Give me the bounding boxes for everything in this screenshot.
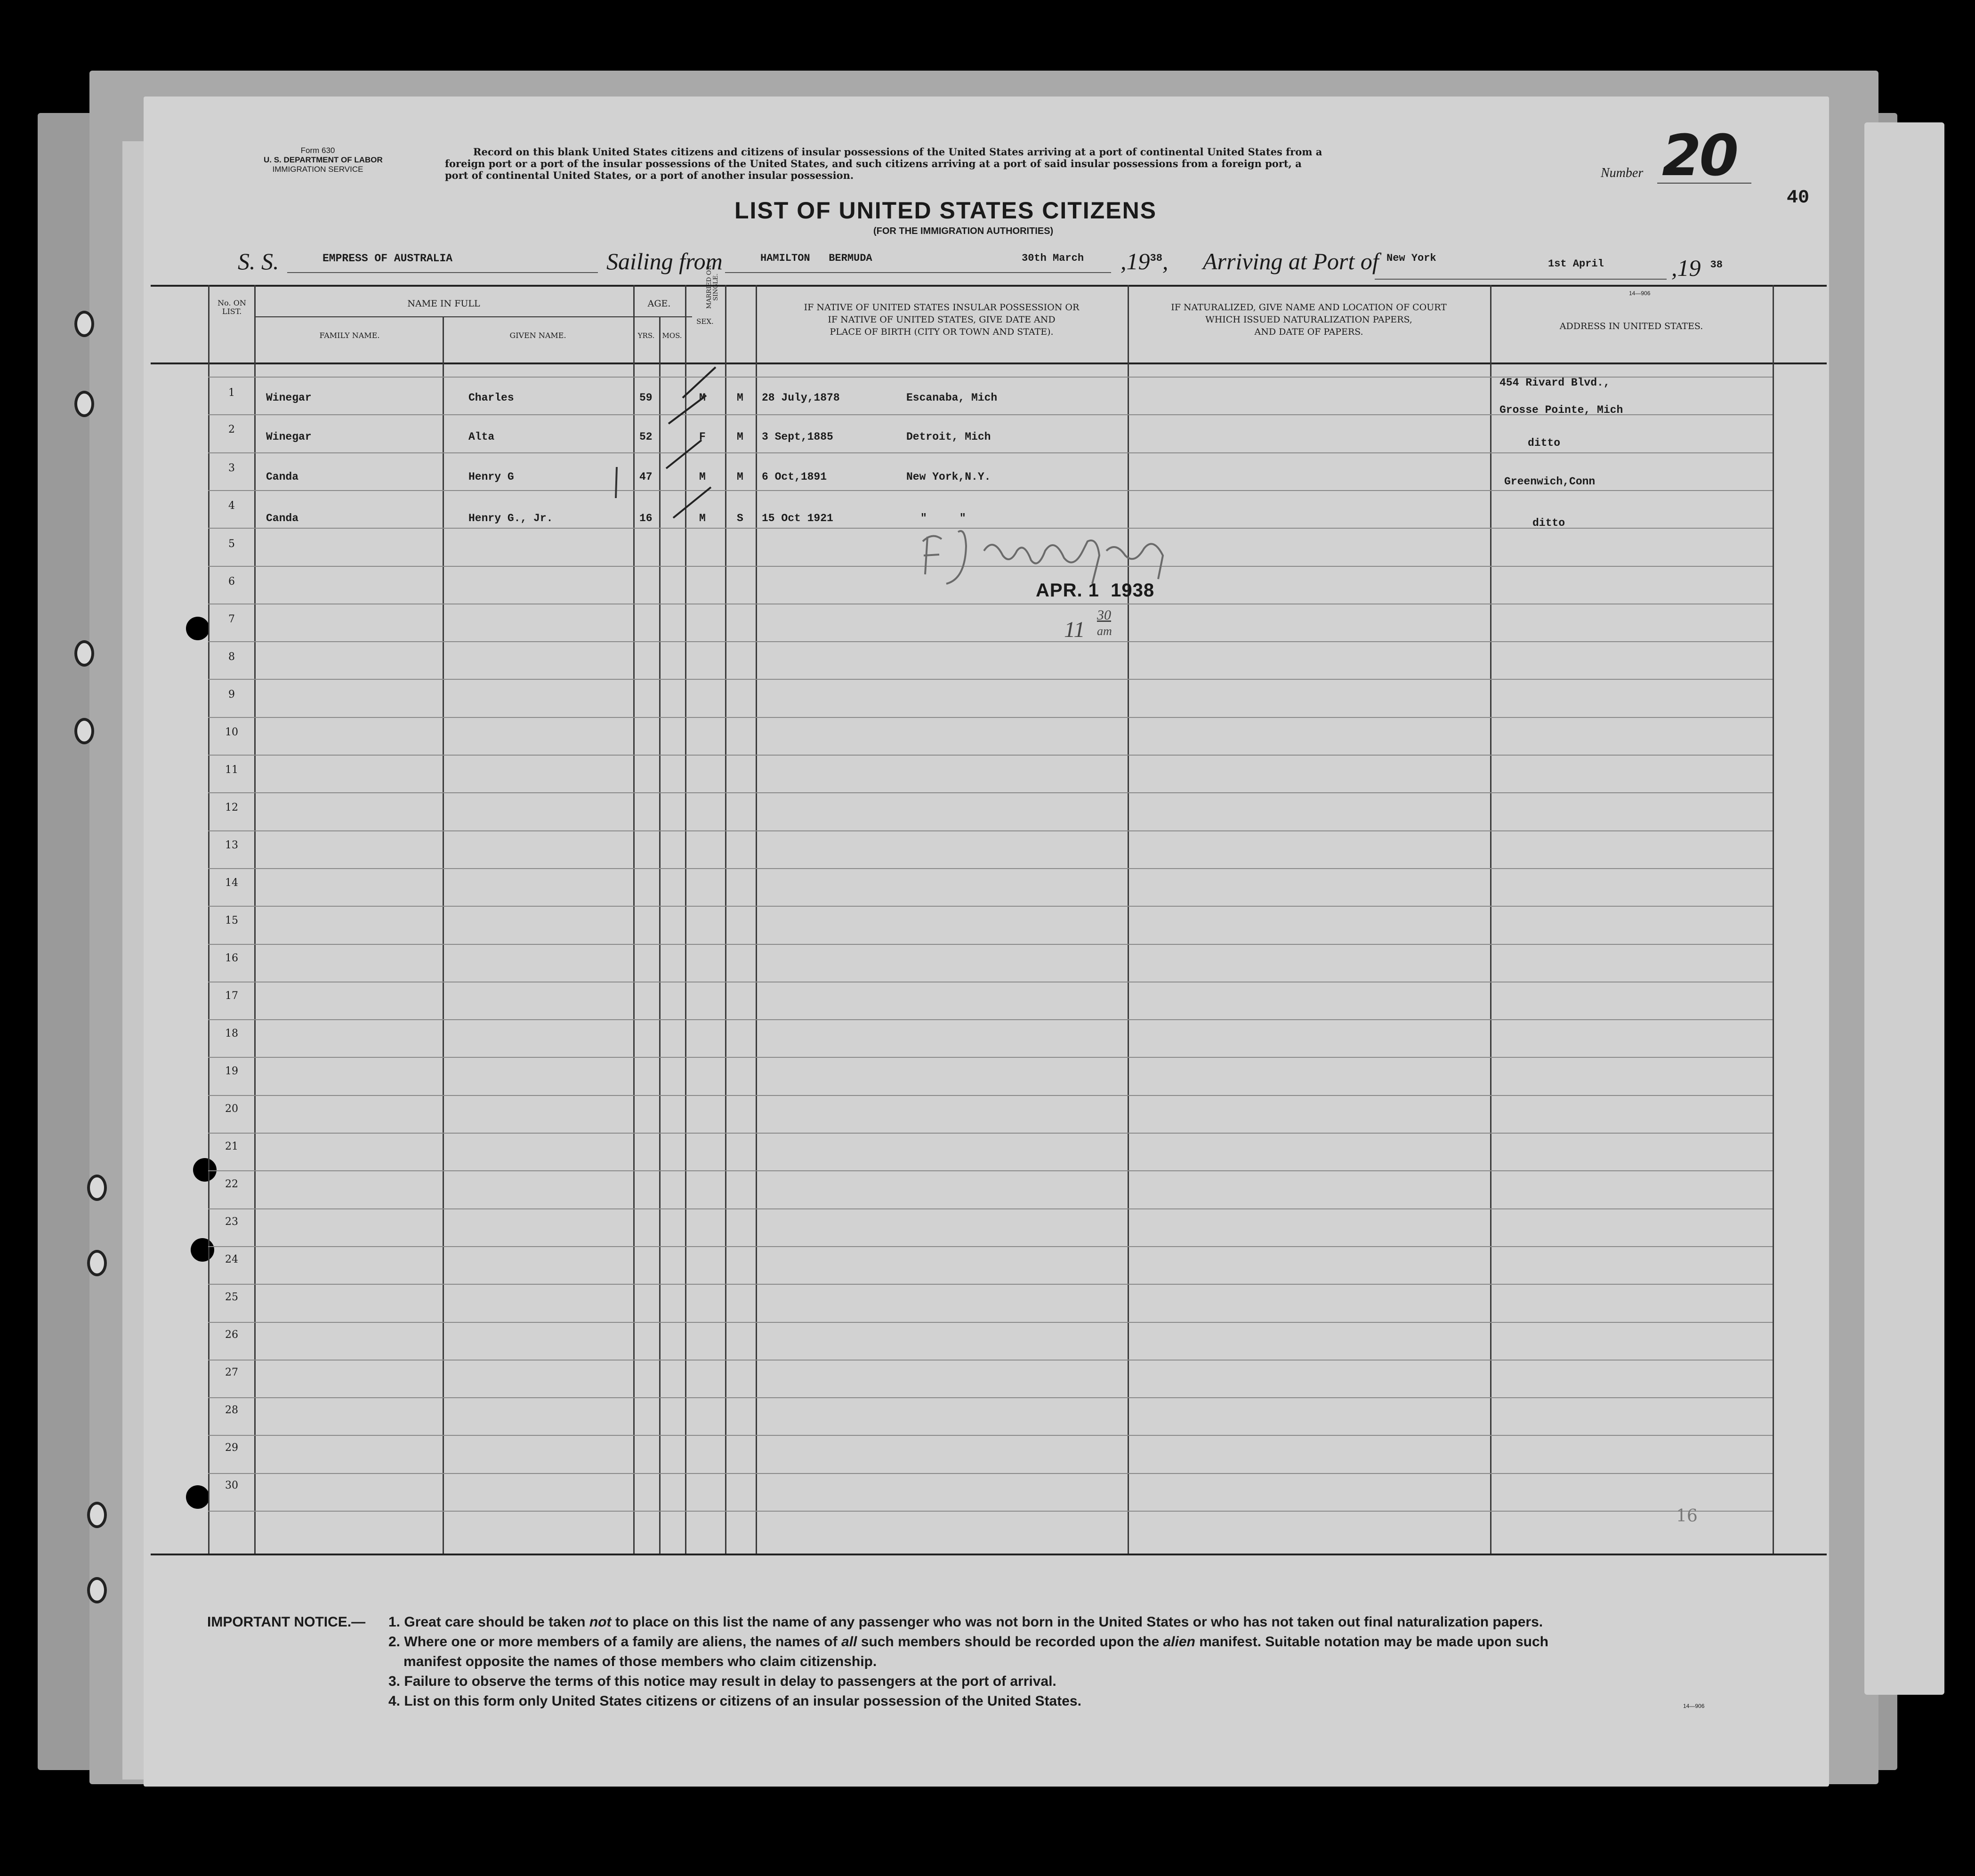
family-name: Canda bbox=[266, 512, 299, 524]
table-top-border bbox=[151, 285, 1827, 287]
native-line: PLACE OF BIRTH (CITY OR TOWN AND STATE). bbox=[830, 327, 1054, 337]
native-line: IF NATIVE OF UNITED STATES INSULAR POSSESSION OR bbox=[804, 302, 1080, 313]
col-header-address: ADDRESS IN UNITED STATES. bbox=[1559, 321, 1703, 331]
notice-text: such members should be recorded upon the bbox=[857, 1634, 1163, 1650]
birth-date: 6 Oct,1891 bbox=[762, 471, 827, 483]
row-number: 2 bbox=[228, 424, 235, 435]
row-rule bbox=[208, 1246, 1773, 1247]
address-line1: ditto bbox=[1528, 437, 1561, 449]
punch-hole bbox=[193, 1158, 217, 1182]
notice-text: Great care should be taken bbox=[404, 1614, 589, 1630]
col-header-no: No. ON LIST. bbox=[218, 298, 246, 316]
row-number: 24 bbox=[225, 1254, 238, 1265]
binder-hole bbox=[74, 391, 94, 417]
sail-date: 30th March bbox=[1022, 252, 1084, 264]
birth-place: New York,N.Y. bbox=[906, 471, 991, 483]
from-port: HAMILTON BERMUDA bbox=[760, 252, 872, 264]
marital-status: M bbox=[737, 392, 743, 404]
row-number: 20 bbox=[225, 1103, 238, 1115]
stamp-time-minutes: 30 bbox=[1097, 607, 1111, 623]
nat-line: WHICH ISSUED NATURALIZATION PAPERS, bbox=[1205, 314, 1412, 325]
notice-text: Where one or more members of a family are aliens, the names of bbox=[404, 1634, 842, 1650]
row-rule bbox=[208, 490, 1773, 491]
notice-item-1 bbox=[388, 1612, 1961, 1632]
tally-marks bbox=[659, 358, 730, 527]
row-number: 7 bbox=[228, 613, 235, 625]
row-number: 5 bbox=[228, 538, 235, 550]
row-rule bbox=[208, 792, 1773, 793]
sailing-label: Sailing from bbox=[606, 248, 723, 274]
address-line1: 454 Rivard Blvd., bbox=[1499, 377, 1610, 389]
age-years: 47 bbox=[639, 471, 653, 483]
row-rule bbox=[208, 679, 1773, 680]
row-rule bbox=[208, 1473, 1773, 1474]
col-header-native bbox=[758, 301, 1125, 338]
notice-text: Failure to observe the terms of this notice may result in delay to passengers at the port of arrival. bbox=[404, 1674, 1056, 1689]
birth-date: 28 July,1878 bbox=[762, 392, 840, 404]
row-number: 28 bbox=[225, 1404, 238, 1416]
row-rule bbox=[208, 641, 1773, 642]
sex: F bbox=[699, 431, 706, 443]
service: IMMIGRATION SERVICE bbox=[272, 165, 363, 174]
underlying-page-edge bbox=[1864, 122, 1944, 1695]
row-rule bbox=[208, 1360, 1773, 1361]
row-number: 29 bbox=[225, 1442, 238, 1454]
native-line: IF NATIVE OF UNITED STATES, GIVE DATE AND bbox=[828, 314, 1056, 325]
stamp-time-ampm: am bbox=[1097, 624, 1112, 638]
address-line1: ditto bbox=[1532, 517, 1565, 529]
notice-number: 3. bbox=[388, 1674, 401, 1689]
form-header bbox=[264, 146, 383, 174]
year1-prefix: $,19^{38}$, bbox=[1121, 248, 1169, 274]
arriving-label: Arriving at Port of bbox=[1203, 248, 1379, 274]
punch-hole bbox=[186, 1485, 210, 1509]
row-number: 16 bbox=[225, 952, 238, 964]
binder-hole bbox=[87, 1577, 107, 1603]
age-years: 16 bbox=[639, 512, 653, 524]
notice-text: manifest. Suitable notation may be made upon such bbox=[1195, 1634, 1548, 1650]
col-header-married: MARRIED OR SINGLE. bbox=[706, 266, 719, 309]
row-rule bbox=[208, 1019, 1773, 1020]
col-divider bbox=[254, 285, 256, 1554]
number-label: Number bbox=[1601, 166, 1644, 180]
form-code-top: 14—906 bbox=[1629, 290, 1651, 297]
pencil-mark bbox=[612, 466, 621, 499]
marital-status: M bbox=[737, 471, 743, 483]
given-name: Henry G bbox=[468, 471, 514, 483]
col-header-given: GIVEN NAME. bbox=[509, 331, 566, 340]
col-divider bbox=[443, 316, 444, 1554]
row-rule bbox=[208, 1284, 1773, 1285]
row-number: 17 bbox=[225, 990, 238, 1002]
row-number: 18 bbox=[225, 1028, 238, 1039]
col-divider bbox=[756, 285, 757, 1554]
instruction-line: foreign port or a port of the insular possessions of the United States, and such citizens arriving at a port of said insular possessions from a foreign port, a bbox=[445, 158, 1302, 169]
arrival-date: 1st April bbox=[1548, 258, 1604, 270]
col-divider bbox=[633, 285, 635, 1554]
punch-hole bbox=[186, 617, 210, 640]
notice-emphasis: alien bbox=[1163, 1634, 1195, 1650]
punch-hole bbox=[191, 1238, 214, 1262]
notice-item-3 bbox=[388, 1672, 1961, 1691]
binder-hole bbox=[74, 311, 94, 337]
instruction-line: port of continental United States, or a port of another insular possession. bbox=[445, 169, 854, 181]
row-rule bbox=[208, 830, 1773, 831]
ship-underline bbox=[287, 272, 598, 273]
row-number: 3 bbox=[228, 462, 235, 474]
marital-status: S bbox=[737, 512, 743, 524]
birth-place: " " bbox=[920, 512, 966, 524]
birth-place: Escanaba, Mich bbox=[906, 392, 998, 404]
table-bottom-border bbox=[151, 1554, 1827, 1555]
row-number: 30 bbox=[225, 1480, 238, 1491]
row-rule bbox=[208, 868, 1773, 869]
row-number: 9 bbox=[228, 689, 235, 700]
notice-item-2-cont: manifest opposite the names of those members who claim citizenship. bbox=[403, 1654, 877, 1669]
year2-century: 19 bbox=[1677, 255, 1701, 281]
ship-name: EMPRESS OF AUSTRALIA bbox=[322, 252, 453, 265]
department: U. S. DEPARTMENT OF LABOR bbox=[264, 155, 383, 164]
row-rule bbox=[208, 755, 1773, 756]
row-rule bbox=[208, 1133, 1773, 1134]
col-header-family: FAMILY NAME. bbox=[319, 331, 380, 340]
binder-hole bbox=[87, 1250, 107, 1276]
given-name: Henry G., Jr. bbox=[468, 512, 553, 524]
year2-prefix: ,19 $^{38}$ bbox=[1671, 255, 1723, 281]
row-number: 8 bbox=[228, 651, 235, 663]
family-name: Canda bbox=[266, 471, 299, 483]
row-number: 13 bbox=[225, 839, 238, 851]
row-number: 21 bbox=[225, 1141, 238, 1152]
row-number: 26 bbox=[225, 1329, 238, 1341]
year1-value: 38 bbox=[1150, 252, 1162, 264]
sex: M bbox=[699, 392, 706, 404]
birth-date: 15 Oct 1921 bbox=[762, 512, 833, 524]
binder-hole bbox=[87, 1502, 107, 1528]
sex: M bbox=[699, 471, 706, 483]
birth-date: 3 Sept,1885 bbox=[762, 431, 833, 443]
document-title: LIST OF UNITED STATES CITIZENS bbox=[734, 197, 1157, 224]
manifest-sheet bbox=[144, 97, 1829, 1787]
col-header-sex: SEX. bbox=[696, 317, 714, 326]
row-number: 1 bbox=[228, 387, 235, 399]
stamp-time-hour: 11 bbox=[1064, 617, 1085, 642]
row-number: 23 bbox=[225, 1216, 238, 1228]
row-rule bbox=[208, 1208, 1773, 1209]
given-name: Alta bbox=[468, 431, 495, 443]
row-number: 4 bbox=[228, 500, 235, 512]
page-mark: 16 bbox=[1676, 1506, 1698, 1526]
col-header-age: AGE. bbox=[647, 298, 671, 309]
row-number: 10 bbox=[225, 726, 238, 738]
address-line1: Greenwich,Conn bbox=[1504, 475, 1596, 488]
row-rule bbox=[208, 1322, 1773, 1323]
row-number: 11 bbox=[225, 764, 238, 776]
notice-emphasis: all bbox=[841, 1634, 857, 1650]
family-name: Winegar bbox=[266, 392, 312, 404]
row-rule bbox=[208, 944, 1773, 945]
arrival-port: New York bbox=[1387, 252, 1436, 264]
age-years: 59 bbox=[639, 392, 653, 404]
notice-number: 2. bbox=[388, 1634, 401, 1650]
given-name: Charles bbox=[468, 392, 514, 404]
row-rule bbox=[208, 1511, 1773, 1512]
family-name: Winegar bbox=[266, 431, 312, 443]
row-rule bbox=[208, 1170, 1773, 1171]
notice-emphasis: not bbox=[589, 1614, 612, 1630]
form-code-bottom: 14—906 bbox=[1683, 1703, 1705, 1709]
notice-items bbox=[388, 1612, 1961, 1711]
row-rule bbox=[208, 1057, 1773, 1058]
year2-value: 38 bbox=[1710, 259, 1723, 271]
ss-label: S. S. bbox=[238, 248, 279, 274]
col-header-name: NAME IN FULL bbox=[407, 298, 480, 309]
col-divider bbox=[1490, 285, 1491, 1554]
row-rule bbox=[208, 1397, 1773, 1398]
notice-text: List on this form only United States citizens or citizens of an insular possession of the United States. bbox=[404, 1693, 1081, 1709]
notice-number: 1. bbox=[388, 1614, 401, 1630]
form-number: Form 630 bbox=[300, 146, 335, 155]
address-line2: Grosse Pointe, Mich bbox=[1499, 404, 1623, 416]
notice-item-4 bbox=[388, 1691, 1961, 1711]
col-divider bbox=[1773, 285, 1774, 1554]
sex: M bbox=[699, 512, 706, 524]
binder-hole bbox=[74, 718, 94, 744]
row-rule bbox=[208, 452, 1773, 453]
row-number: 19 bbox=[225, 1065, 238, 1077]
arrival-stamp-date: APR. 1 1938 bbox=[1036, 580, 1155, 601]
row-rule bbox=[208, 717, 1773, 718]
col-divider bbox=[1128, 285, 1129, 1554]
binder-hole bbox=[74, 640, 94, 667]
marital-status: M bbox=[737, 431, 743, 443]
col-header-mos: MOS. bbox=[662, 331, 682, 340]
col-divider bbox=[208, 285, 210, 1554]
handwritten-number: 20 bbox=[1662, 123, 1737, 189]
birth-place: Detroit, Mich bbox=[906, 431, 991, 443]
notice-text: to place on this list the name of any passenger who was not born in the United States or who has not taken out final naturalization papers. bbox=[611, 1614, 1543, 1630]
binder-hole bbox=[87, 1175, 107, 1201]
row-number: 15 bbox=[225, 915, 238, 926]
row-rule bbox=[208, 1095, 1773, 1096]
row-rule bbox=[208, 1435, 1773, 1436]
row-number: 12 bbox=[225, 802, 238, 813]
col-header-yrs: YRS. bbox=[637, 331, 655, 340]
name-subheader-rule bbox=[254, 316, 692, 317]
row-number: 25 bbox=[225, 1291, 238, 1303]
arrival-underline bbox=[1375, 279, 1667, 280]
row-number: 22 bbox=[225, 1178, 238, 1190]
notice-label: IMPORTANT NOTICE.— bbox=[207, 1614, 366, 1630]
nat-line: IF NATURALIZED, GIVE NAME AND LOCATION OF COURT bbox=[1171, 302, 1447, 313]
instructions bbox=[445, 146, 1322, 181]
nat-line: AND DATE OF PAPERS. bbox=[1254, 327, 1363, 337]
notice-item-2 bbox=[388, 1632, 1961, 1652]
age-years: 52 bbox=[639, 431, 653, 443]
document-subtitle: (FOR THE IMMIGRATION AUTHORITIES) bbox=[873, 226, 1054, 236]
year1-century: 19 bbox=[1126, 248, 1150, 274]
col-header-naturalized bbox=[1130, 301, 1488, 338]
notice-number: 4. bbox=[388, 1693, 401, 1709]
sail-underline bbox=[725, 272, 1111, 273]
row-number: 27 bbox=[225, 1367, 238, 1378]
instruction-line: Record on this blank United States citizens and citizens of insular possessions of the United States arriving at a port of continental United States from a bbox=[473, 146, 1322, 158]
page-number: 40 bbox=[1787, 187, 1810, 209]
row-number: 14 bbox=[225, 877, 238, 889]
row-number: 6 bbox=[228, 576, 235, 588]
header-bottom-border bbox=[151, 362, 1827, 364]
row-rule bbox=[208, 906, 1773, 907]
